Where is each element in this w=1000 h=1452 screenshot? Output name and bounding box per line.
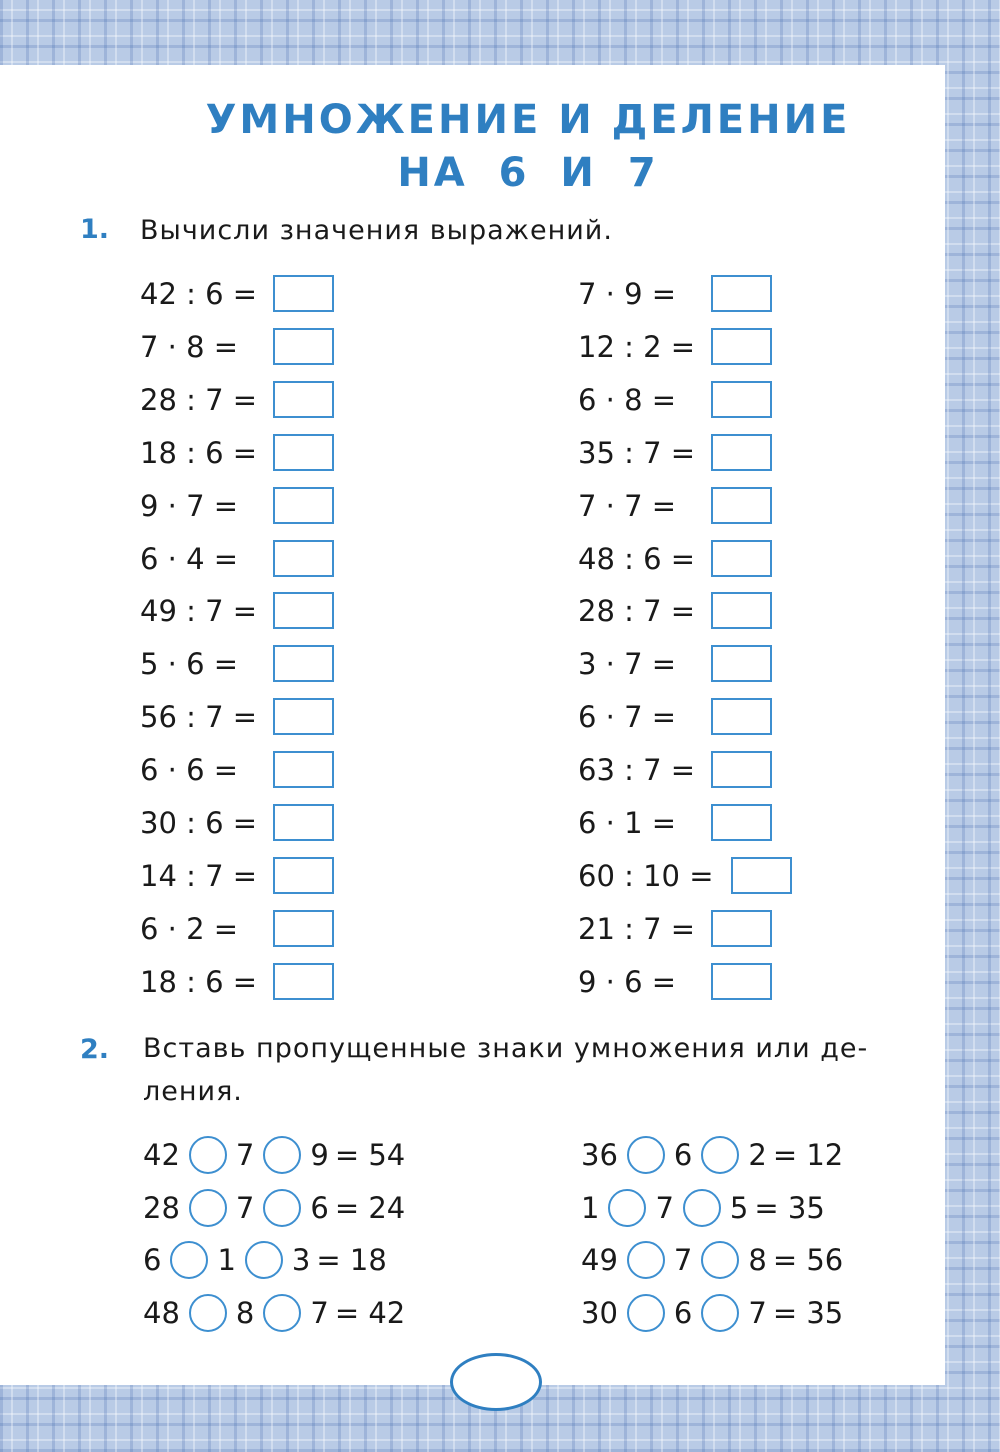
operand-a: 36: [581, 1138, 618, 1172]
expression-right-13: 21 : 7 =: [578, 911, 696, 946]
operand-b: 7: [655, 1190, 674, 1225]
sign-circle-right-2-1[interactable]: [608, 1189, 646, 1227]
sign-circle-left-4-1[interactable]: [189, 1294, 227, 1332]
answer-box-left-11[interactable]: [273, 804, 334, 841]
expression-right-10: 63 : 7 =: [578, 753, 696, 788]
answer-box-right-6[interactable]: [711, 540, 772, 577]
answer-box-left-6[interactable]: [273, 540, 334, 577]
operand-b: 6: [673, 1295, 693, 1330]
result: = 18: [316, 1243, 387, 1277]
answer-box-left-10[interactable]: [273, 751, 334, 788]
page-number-oval: [450, 1353, 542, 1411]
operand-c: 9: [310, 1138, 329, 1172]
operand-b: 8: [235, 1295, 255, 1330]
task1-text: Вычисли значения выражений.: [140, 215, 613, 246]
result: = 56: [772, 1243, 844, 1277]
sign-circle-right-3-2[interactable]: [701, 1241, 739, 1279]
sign-circle-left-4-2[interactable]: [263, 1294, 301, 1332]
result: = 35: [772, 1295, 844, 1330]
expression-right-11: 6 · 1 =: [578, 806, 677, 840]
expression-right-4: 35 : 7 =: [578, 435, 696, 470]
answer-box-left-3[interactable]: [273, 381, 334, 418]
result: = 54: [334, 1138, 406, 1172]
expression-right-7: 28 : 7 =: [578, 594, 696, 629]
answer-box-right-4[interactable]: [711, 434, 772, 471]
sign-row-right-4: [581, 1293, 843, 1333]
answer-box-right-5[interactable]: [711, 487, 772, 524]
answer-box-right-11[interactable]: [711, 804, 772, 841]
expression-right-2: 12 : 2 =: [578, 329, 696, 364]
answer-box-left-5[interactable]: [273, 487, 334, 524]
result: = 35: [754, 1190, 825, 1225]
expression-left-13: 6 · 2 =: [140, 911, 239, 946]
expression-left-6: 6 · 4 =: [140, 541, 239, 576]
expression-right-3: 6 · 8 =: [578, 382, 677, 417]
sign-row-left-4: [143, 1293, 405, 1333]
sign-row-right-2: [581, 1188, 825, 1228]
answer-box-right-9[interactable]: [711, 698, 772, 735]
expression-left-10: 6 · 6 =: [140, 753, 239, 788]
operand-c: 3: [291, 1243, 311, 1277]
sign-row-left-1: [143, 1135, 405, 1175]
operand-b: 6: [673, 1138, 693, 1172]
sign-circle-right-2-2[interactable]: [683, 1189, 721, 1227]
answer-box-left-9[interactable]: [273, 698, 334, 735]
answer-box-left-4[interactable]: [273, 434, 334, 471]
expression-left-1: 42 : 6 =: [140, 277, 258, 311]
operand-a: 1: [581, 1190, 600, 1225]
expression-left-14: 18 : 6 =: [140, 964, 258, 999]
sign-row-left-3: [143, 1240, 387, 1280]
expression-left-4: 18 : 6 =: [140, 435, 258, 470]
sign-circle-left-1-1[interactable]: [189, 1136, 227, 1174]
expression-left-7: 49 : 7 =: [140, 594, 258, 629]
expression-left-2: 7 · 8 =: [140, 329, 239, 364]
page-title-line2: НА 6 И 7: [397, 150, 659, 196]
operand-c: 6: [310, 1190, 329, 1225]
expression-left-12: 14 : 7 =: [140, 858, 258, 893]
operand-c: 2: [748, 1138, 767, 1172]
answer-box-left-14[interactable]: [273, 963, 334, 1000]
answer-box-right-7[interactable]: [711, 592, 772, 629]
operand-b: 7: [235, 1138, 255, 1172]
sign-circle-left-2-2[interactable]: [263, 1189, 301, 1227]
answer-box-left-1[interactable]: [273, 275, 334, 312]
operand-a: 6: [143, 1243, 162, 1277]
operand-a: 49: [581, 1243, 618, 1277]
sign-circle-right-1-1[interactable]: [627, 1136, 665, 1174]
task2-text-line2: ления.: [143, 1076, 243, 1107]
sign-row-right-3: [581, 1240, 843, 1280]
expression-right-1: 7 · 9 =: [578, 277, 677, 311]
task2-text-line1: Вставь пропущенные знаки умножения или де-: [143, 1033, 869, 1064]
expression-right-5: 7 · 7 =: [578, 488, 677, 523]
operand-a: 48: [143, 1295, 180, 1330]
result: = 24: [334, 1190, 406, 1225]
answer-box-right-2[interactable]: [711, 328, 772, 365]
answer-box-left-2[interactable]: [273, 328, 334, 365]
answer-box-right-1[interactable]: [711, 275, 772, 312]
sign-circle-left-2-1[interactable]: [189, 1189, 227, 1227]
expression-right-8: 3 · 7 =: [578, 647, 677, 682]
operand-a: 30: [581, 1295, 618, 1330]
operand-c: 7: [310, 1295, 329, 1330]
expression-right-6: 48 : 6 =: [578, 541, 696, 576]
page-title-line1: УМНОЖЕНИЕ И ДЕЛЕНИЕ: [205, 97, 851, 143]
operand-b: 1: [217, 1243, 236, 1277]
expression-left-3: 28 : 7 =: [140, 382, 258, 417]
answer-box-right-14[interactable]: [711, 963, 772, 1000]
sign-circle-right-3-1[interactable]: [627, 1241, 665, 1279]
sign-circle-left-3-1[interactable]: [170, 1241, 208, 1279]
sign-circle-right-4-2[interactable]: [701, 1294, 739, 1332]
task1-number: 1.: [80, 214, 110, 245]
operand-c: 7: [748, 1295, 767, 1330]
answer-box-right-12[interactable]: [731, 857, 792, 894]
answer-box-right-13[interactable]: [711, 910, 772, 947]
sign-circle-left-1-2[interactable]: [263, 1136, 301, 1174]
operand-c: 8: [748, 1243, 767, 1277]
task2-number: 2.: [80, 1034, 110, 1065]
operand-a: 28: [143, 1190, 180, 1225]
result: = 12: [772, 1138, 844, 1172]
sign-row-right-1: [581, 1135, 843, 1175]
expression-right-14: 9 · 6 =: [578, 964, 677, 999]
expression-left-5: 9 · 7 =: [140, 488, 239, 523]
operand-b: 7: [235, 1190, 255, 1225]
sign-circle-left-3-2[interactable]: [245, 1241, 283, 1279]
answer-box-left-12[interactable]: [273, 857, 334, 894]
sign-row-left-2: [143, 1188, 405, 1228]
expression-left-11: 30 : 6 =: [140, 806, 258, 840]
answer-box-left-8[interactable]: [273, 645, 334, 682]
expression-left-9: 56 : 7 =: [140, 700, 258, 735]
expression-right-9: 6 · 7 =: [578, 700, 677, 735]
operand-a: 42: [143, 1138, 180, 1172]
answer-box-right-10[interactable]: [711, 751, 772, 788]
answer-box-left-7[interactable]: [273, 592, 334, 629]
operand-b: 7: [673, 1243, 693, 1277]
sign-circle-right-1-2[interactable]: [701, 1136, 739, 1174]
result: = 42: [334, 1295, 406, 1330]
expression-right-12: 60 : 10 =: [578, 858, 714, 893]
answer-box-left-13[interactable]: [273, 910, 334, 947]
answer-box-right-3[interactable]: [711, 381, 772, 418]
answer-box-right-8[interactable]: [711, 645, 772, 682]
operand-c: 5: [729, 1190, 749, 1225]
sign-circle-right-4-1[interactable]: [627, 1294, 665, 1332]
expression-left-8: 5 · 6 =: [140, 647, 239, 682]
